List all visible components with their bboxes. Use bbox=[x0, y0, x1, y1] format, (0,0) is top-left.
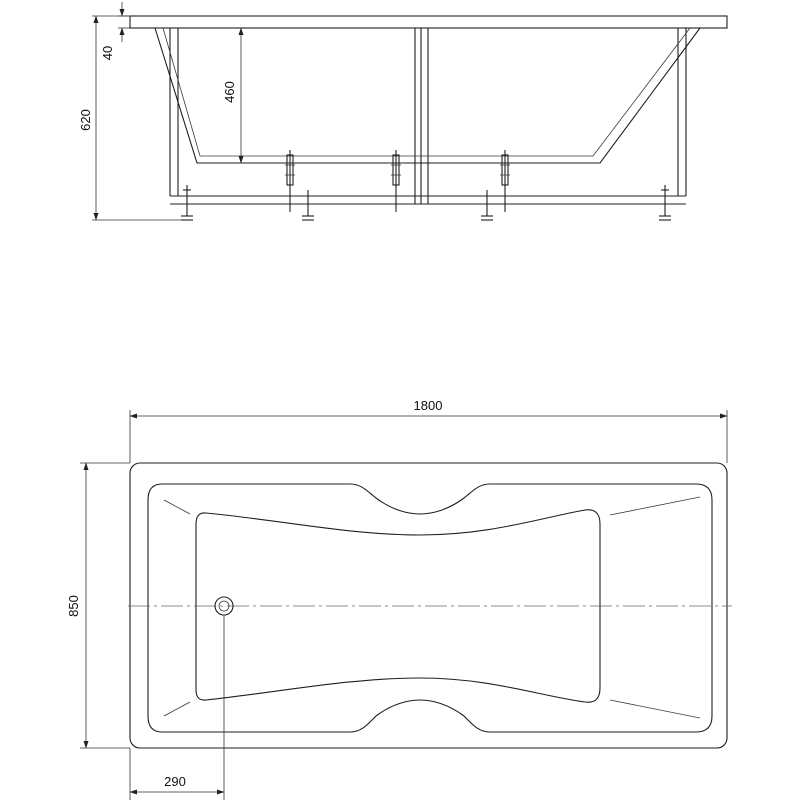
corner-seams bbox=[164, 497, 700, 718]
dimension-drain-offset bbox=[130, 615, 224, 800]
dimension-label-total-height: 620 bbox=[78, 109, 93, 131]
dimension-width bbox=[66, 463, 130, 748]
dimension-label-width: 850 bbox=[66, 595, 81, 617]
side-view bbox=[78, 2, 727, 220]
dimension-label-inner-depth: 460 bbox=[222, 81, 237, 103]
dimension-rim-thickness bbox=[100, 2, 130, 60]
dimension-length bbox=[130, 398, 727, 463]
tub-rim bbox=[130, 16, 727, 28]
top-view bbox=[66, 398, 732, 800]
dimension-label-drain-offset: 290 bbox=[164, 774, 186, 789]
dimension-inner-depth bbox=[222, 28, 241, 163]
support-frame bbox=[170, 28, 686, 204]
dimension-total-height bbox=[78, 16, 181, 220]
dimension-label-length: 1800 bbox=[413, 398, 443, 413]
adjustable-legs bbox=[181, 150, 671, 220]
dimension-label-rim-thickness: 40 bbox=[100, 45, 115, 61]
